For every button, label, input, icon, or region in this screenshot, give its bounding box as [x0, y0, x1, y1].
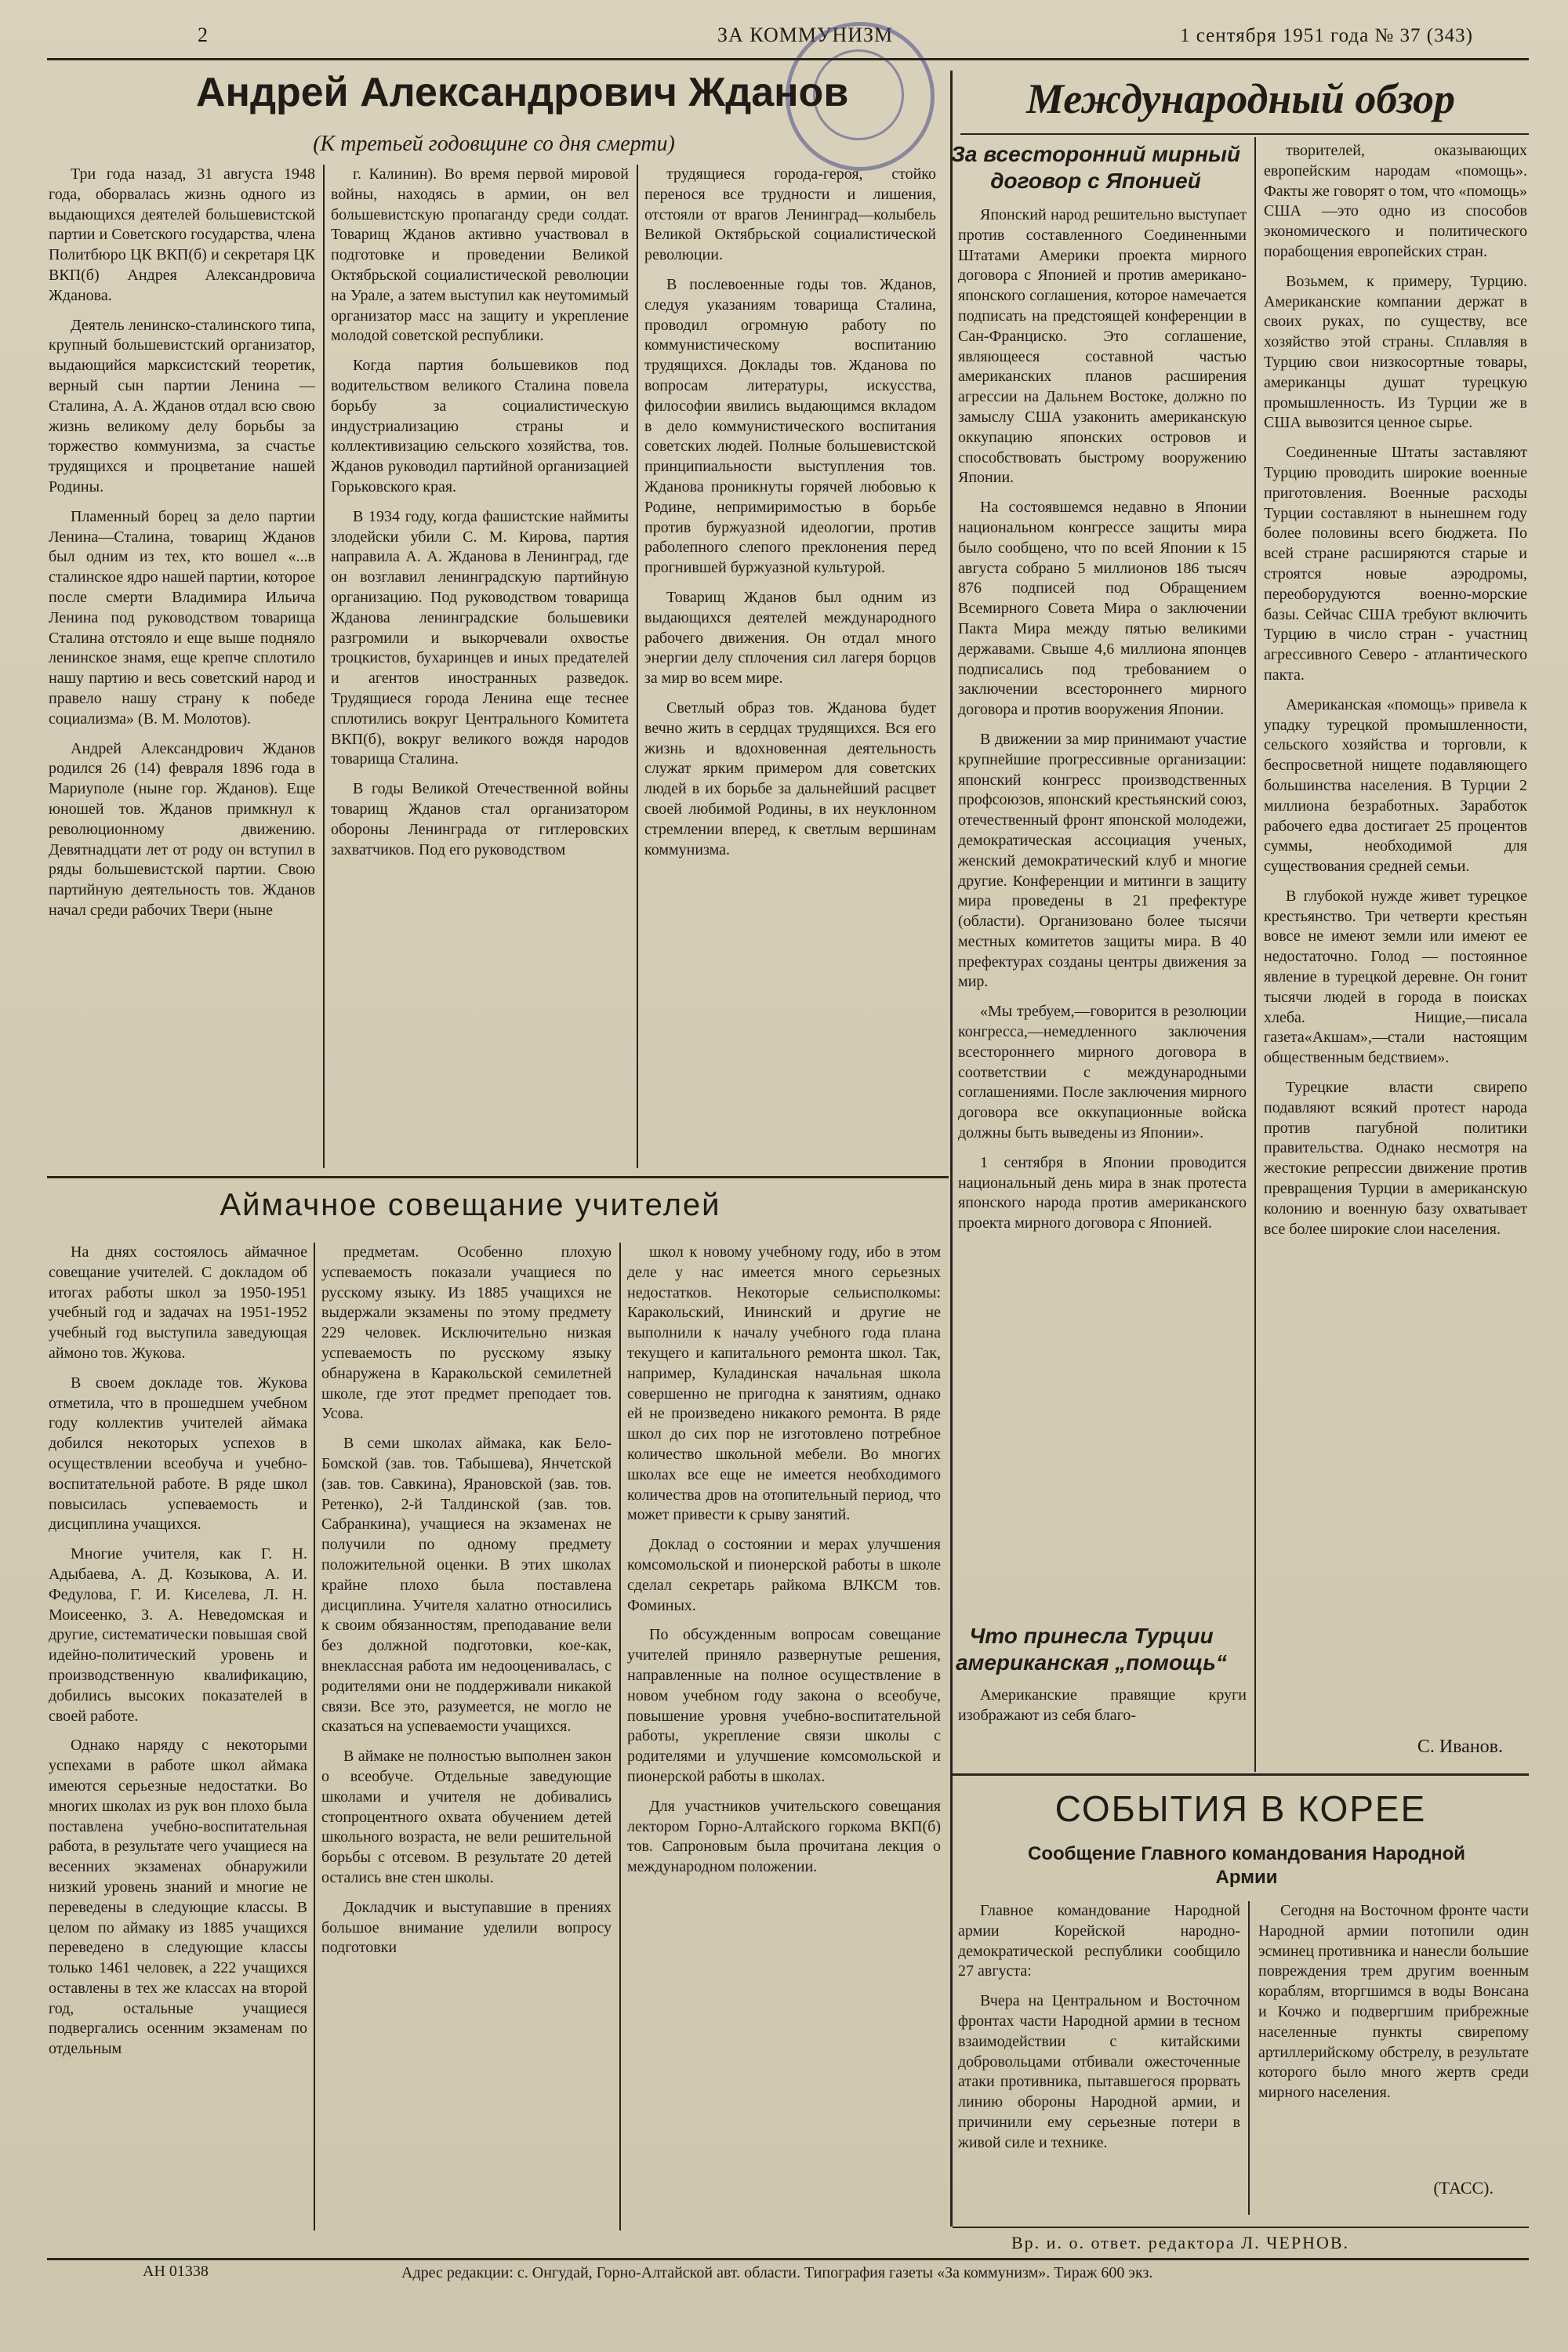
- japan-section-title: За всесторонний мирный договор с Японией: [950, 142, 1241, 193]
- korea-subtitle: Сообщение Главного командования Народной Армии: [1027, 1843, 1465, 1888]
- paragraph: На днях состоялось аймачное совещание учителей. С докладом об итогах работы школ за 1950-1951 учебный год и задачах на 1951-1952 учебный год выступила заведующая аймоно тов. Жукова.: [49, 1243, 307, 1362]
- intl-review-title: Международный обзор: [1026, 75, 1455, 122]
- newspaper-name: ЗА КОММУНИЗМ: [717, 24, 894, 46]
- paragraph: Андрей Александрович Жданов родился 26 (14) февраля 1896 года в Мариуполе (ныне гор. Жданов). Еще юношей тов. Жданов примкнул к революционному движению. Девятнадцати лет от роду он вступил в ряды большевистской партии. Свою партийную деятельность тов. Жданов начал среди рабочих Твери (ныне: [49, 739, 315, 919]
- footer-rule: [47, 2258, 1529, 2260]
- paragraph: Для участников учительского совещания лектором Горно-Алтайского горкома ВКП(б) тов. Сапроновым была прочитана лекция о международном положении.: [627, 1797, 941, 1876]
- paragraph: Турецкие власти свирепо подавляют всякий протест народа против пагубной политики правительства. Однако несмотря на жестокие репрессии движение против превращения Турции в американскую колонию и военную базу охватывает все более широкие слои населения.: [1264, 1079, 1527, 1238]
- zhdanov-column-2: [331, 165, 629, 1160]
- turkey-column: [1264, 141, 1527, 1737]
- page-number: 2: [198, 24, 209, 46]
- paragraph: Японский народ решительно выступает против составленного Соединенными Штатами Америки проекта мирного договора с Японией и против американо-японского соглашения, которое намечается подписать на предстоящей конференции в Сан-Франциско. Это соглашение, являющееся составной частью американских планов расширения агрессии на Дальнем Востоке, должно по замыслу США узаконить американскую оккупацию японских островов и способствовать быстрому вооружению Японии.: [958, 206, 1247, 487]
- paragraph: В аймаке не полностью выполнен закон о всеобуче. Отдельные заведующие школами и учителя не добивались стопроцентного охвата обучением детей школьного возраста, не вели решительной борьбы с отсевом. В результате 20 детей остались вне стен школы.: [321, 1748, 612, 1886]
- paragraph: 1 сентября в Японии проводится национальный день мира в знак протеста японского народа против американского проекта мирного договора с Японией.: [958, 1153, 1247, 1232]
- column-divider: [314, 1243, 315, 2230]
- intl-signature: С. Иванов.: [1417, 1737, 1503, 1757]
- paragraph: По обсужденным вопросам совещание учителей приняло развернутые решения, направленные на полное осуществление в новом учебном году закона о всеобуче, повышение уровня учебно-воспитательной работы, укрепление связи школы с родителями и улучшение комсомольской и пионерской работы в школах.: [627, 1626, 941, 1785]
- column-divider: [1254, 137, 1256, 1772]
- paragraph: В 1934 году, когда фашистские наймиты злодейски убили С. М. Кирова, партия направила А. А. Жданова в Ленинград, где он возглавил ленинградскую партийную организацию. Под руководством товарища Жданова ленинградские большевики разгромили и выкорчевали охвостье троцкистов, бухаринцев и иных предателей и агентов иностранных разведок. Трудящиеся города Ленина еще теснее сплотились вокруг Центрального Комитета ВКП(б), вокруг великого вождя народов товарища Сталина.: [331, 507, 629, 768]
- paragraph: В своем докладе тов. Жукова отметила, что в прошедшем учебном году коллектив учителей аймака добился некоторых успехов в осуществлении всеобуча и учебно-воспитательной работе. В ряде школ повысилась успеваемость и дисциплина учащихся.: [49, 1374, 307, 1534]
- paragraph: Три года назад, 31 августа 1948 года, оборвалась жизнь одного из выдающихся деятелей большевистской партии и Советского государства, члена Политбюро ЦК ВКП(б) и секретаря ЦК ВКП(б) Андрея Александровича Жданова.: [49, 165, 315, 304]
- column-divider: [1248, 1901, 1250, 2215]
- turkey-section-title: Что принесла Турции американская „помощь“: [956, 1624, 1227, 1675]
- paragraph: творителей, оказывающих европейским народам «помощь». Факты же говорят о том, что «помощь» США —это одно из способов экономического и политического порабощения европейских стран.: [1264, 142, 1527, 260]
- paragraph: Соединенные Штаты заставляют Турцию проводить широкие военные приготовления. Военные расходы Турции составляют в нынешнем году более половины всего бюджета. По всей стране расширяются старые и строятся новые аэродромы, переоборудуются военно-морские базы. Сейчас США требуют включить Турцию в число стран - участниц агрессивного Северо - атлантического пакта.: [1264, 444, 1527, 684]
- zhdanov-column-1: [49, 165, 315, 1160]
- paragraph: г. Калинин). Во время первой мировой войны, находясь в армии, он вел большевистскую пропаганду среди солдат. Товарищ Жданов активно участвовал в подготовке и проведении Великой Октябрьской социалистической революции на Урале, а затем выступил как неутомимый организатор масс на защиту и укрепление молодой советской республики.: [331, 165, 629, 345]
- paragraph: Возьмем, к примеру, Турцию. Американские компании держат в своих руках, по существу, все хозяйство этой страны. Сплавляя в Турцию свои низкосортные товары, американцы душат турецкую промышленность. Из Турции же в США вывозится ценное сырье.: [1264, 272, 1527, 432]
- paragraph: В годы Великой Отечественной войны товарищ Жданов стал организатором обороны Ленинграда от гитлеровских захватчиков. Под его руководством: [331, 780, 629, 858]
- section-rule: [953, 1773, 1529, 1776]
- zhdanov-title: Андрей Александрович Жданов: [196, 70, 849, 115]
- paragraph: Докладчик и выступавшие в прениях большое внимание уделили вопросу подготовки: [321, 1898, 612, 1957]
- teachers-column-3: [627, 1243, 941, 2227]
- editor-line: Вр. и. о. ответ. редактора Л. ЧЕРНОВ.: [1011, 2233, 1350, 2252]
- paragraph: Американская «помощь» привела к упадку турецкой промышленности, сельского хозяйства и торговли, к беспросветной нищете подавляющего большинства населения. В Турции 2 миллиона безработных. Заработок рабочего едва достигает 25 процентов суммы, необходимой для существования средней семьи.: [1264, 695, 1527, 876]
- column-divider: [619, 1243, 621, 2230]
- turkey-column-start: [958, 1686, 1247, 1733]
- paragraph: Главное командование Народной армии Корейской народно-демократической республики сообщило 27 августа:: [958, 1902, 1240, 1980]
- teachers-column-2: [321, 1243, 612, 2227]
- paragraph: В послевоенные годы тов. Жданов, следуя указаниям товарища Сталина, проводил огромную работу по коммунистическому воспитанию трудящихся. Доклады тов. Жданова по вопросам литературы, искусства, философии явились выдающимся вкладом в дело коммунистического воспитания советских людей. Полные большевистской принципиальности выступления тов. Жданова проникнуты горячей любовью к Родине, непримиримостью в борьбе против буржуазной идеологии, против раболепного слепого преклонения перед прогнившей буржуазной культурой.: [644, 275, 936, 577]
- paragraph: В семи школах аймака, как Бело-Бомской (зав. тов. Табышева), Янчетской (зав. тов. Савкина), Ярановской (зав. тов. Ретенко), 2-й Талдинской (зав. тов. Сабранкина), учащиеся на экзаменах не получили по одному предмету положительной оценки. В этих школах крайне плохо была поставлена дисциплина. Учителя халатно относились к своим обязанностям, преподавание вели без должной подготовки, кое-как, внеклассная работа им недооценивалась, с родителями они не поддерживали никакой связи. Все это, разумеется, не могло не сказаться на успеваемости учащихся.: [321, 1435, 612, 1736]
- paragraph: Американские правящие круги изображают из себя благо-: [958, 1686, 1247, 1724]
- korea-column-1: [958, 1901, 1240, 2203]
- paragraph: «Мы требуем,—говорится в резолюции конгресса,—немедленного заключения всестороннего мирного договора в соответствии с международными соглашениями. После заключения мирного договора все оккупационные войска должны быть выведены из Японии».: [958, 1003, 1247, 1142]
- paragraph: На состоявшемся недавно в Японии национальном конгрессе защиты мира было сообщено, что по всей Японии к 15 августа собрано 5 миллионов 186 тысяч 876 подписей под Обращением Всемирного Совета Мира о заключении Пакта Мира между пятью великими державами. Свыше 4,6 миллиона японцев подписались под требованием о заключении всестороннего мирного договора и против вооружения Японии.: [958, 499, 1247, 719]
- paragraph: В движении за мир принимают участие крупнейшие прогрессивные организации: японский конгресс производственных профсоюзов, японский крестьянский союз, отечественный фронт японской молодежи, демократическая ассоциация ученых, женский демократический клуб и многие другие. Конференции и митинги в защиту мира проведены в 21 префектуре (области). Организовано более тысячи местных комитетов защиты мира. В 40 префектурах созданы центры движения за мир.: [958, 730, 1247, 991]
- footer-address: Адрес редакции: с. Онгудай, Горно-Алтайской авт. области. Типография газеты «За коммунизм». Тираж 600 экз.: [401, 2264, 1153, 2281]
- teachers-column-1: [49, 1243, 307, 2227]
- section-rule: [953, 2227, 1529, 2228]
- paragraph: трудящиеся города-героя, стойко перенося все трудности и лишения, отстояли от врагов Ленинград—колыбель Великой Октябрьской социалистической революции.: [644, 165, 936, 264]
- paragraph: Сегодня на Восточном фронте части Народной армии потопили один эсминец противника и нанесли большие повреждения трем другим военным кораблям, вторгшимся в воды Вонсана и Кочжо и подвергшим прибрежные населенные пункты свирепому артиллерийскому обстрелу, в результате которого было много жертв среди мирного населения.: [1258, 1902, 1529, 2102]
- footer-code: АН 01338: [143, 2263, 209, 2280]
- paragraph: Доклад о состоянии и мерах улучшения комсомольской и пионерской работы в школе сделал секретарь райкома ВЛКСМ тов. Фоминых.: [627, 1536, 941, 1614]
- title-rule: [960, 133, 1529, 135]
- issue-date: 1 сентября 1951 года № 37 (343): [1180, 25, 1473, 46]
- paragraph: Когда партия большевиков под водительством великого Сталина повела борьбу за социалистическую индустриализацию страны и коллективизацию сельского хозяйства, тов. Жданов руководил партийной организацией Горьковского края.: [331, 357, 629, 495]
- paragraph: Светлый образ тов. Жданова будет вечно жить в сердцах трудящихся. Вся его жизнь и вдохновенная деятельность служат ярким примером для советских людей в их борьбе за дальнейший расцвет своей любимой Родины, в их неуклонном стремлении вперед, к светлым вершинам коммунизма.: [644, 699, 936, 858]
- zhdanov-column-3: [644, 165, 936, 1160]
- korea-title: СОБЫТИЯ В КОРЕЕ: [1054, 1788, 1427, 1829]
- teachers-title: Аймачное совещание учителей: [220, 1188, 721, 1222]
- paragraph: Товарищ Жданов был одним из выдающихся деятелей международного рабочего движения. Он отдал много энергии делу сплочения сил лагеря борцов за мир во всем мире.: [644, 588, 936, 688]
- paragraph: Многие учителя, как Г. Н. Адыбаева, А. Д. Козыкова, А. И. Федулова, Г. И. Киселева, Л. Н. Моисеенко, З. А. Неведомская и другие, систематически повышая свой идейно-политический уровень и производственную квалификацию, добились высоких показателей в своей работе.: [49, 1545, 307, 1725]
- korea-column-2: [1258, 1901, 1529, 2168]
- header-rule: [47, 58, 1529, 60]
- paragraph: Вчера на Центральном и Восточном фронтах части Народной армии в тесном взаимодействии с китайскими добровольцами отбивали ожесточенные атаки противника, пытавшегося прорвать линию обороны Народной армии, и причинили ему серьезные потери в живой силе и технике.: [958, 1992, 1240, 2151]
- japan-column: [958, 205, 1247, 1593]
- paragraph: предметам. Особенно плохую успеваемость показали учащиеся по русскому языку. Из 1885 учащихся не выдержали экзамены по этому предмету 229 человек. Исключительно низкая успеваемость по русскому языку обнаружена в Каракольской семилетней школе, где этот предмет преподает тов. Усова.: [321, 1243, 612, 1423]
- paragraph: Однако наряду с некоторыми успехами в работе школ аймака имеются серьезные недостатки. Во многих школах из рук вон плохо была поставлена учебно-воспитательная работа, в результате чего учащиеся на весенних экзаменах обнаружили низкий уровень знаний и многие не переведены в следующие классы. В целом по аймаку из 1885 учащихся переведено в следующие классы только 1461 человек, а 222 учащихся оставлены в тех же классах на второй год, остальные учащиеся подвергались осенним экзаменам по отдельным: [49, 1737, 307, 2058]
- paragraph: школ к новому учебному году, ибо в этом деле у нас имеется много серьезных недостатков. Некоторые сельисполкомы: Каракольский, Ининский и другие не выполнили к началу учебного года плана текущего и капитального ремонта школ. Так, например, Куладинская начальная школа совершенно не пригодна к занятиям, однако ей не произведено никакого ремонта. В ряде школ до сих пор не изготовлено потребное количество школьной мебели. Во многих школах все еще не имеется необходимого количества дров на отопительный период, что может привести к срыву занятий.: [627, 1243, 941, 1524]
- section-divider: [950, 71, 953, 2227]
- paragraph: В глубокой нужде живет турецкое крестьянство. Три четверти крестьян вовсе не имеют земли или имеют ее недостаточно. Голод — постоянное явление в турецкой деревне. Он гонит тысячи людей в города в поисках хлеба. Нищие,—писала газета«Акшам»,—стали настоящим общественным бедствием».: [1264, 887, 1527, 1067]
- tass-credit: (ТАСС).: [1433, 2178, 1494, 2198]
- column-divider: [637, 165, 638, 1168]
- column-divider: [323, 165, 325, 1168]
- paragraph: Деятель ленинско-сталинского типа, крупный большевистский организатор, выдающийся марксистский теоретик, верный сын партии Ленина — Сталина, А. А. Жданов отдал всю свою жизнь великому делу борьбы за торжество коммунизма, за счастье трудящихся и процветание нашей Родины.: [49, 316, 315, 495]
- paragraph: Пламенный борец за дело партии Ленина—Сталина, товарищ Жданов был одним из тех, кто вошел «...в сталинское ядро нашей партии, которое после смерти Владимира Ильича Ленина под руководством товарища Сталина отстояло и еще выше подняло ленинское знамя, еще крепче сплотило нашу партию и весь советский народ и правело нашу страну к победе социализма» (В. М. Молотов).: [49, 507, 315, 728]
- zhdanov-subtitle: (К третьей годовщине со дня смерти): [313, 132, 675, 156]
- section-rule: [47, 1176, 949, 1178]
